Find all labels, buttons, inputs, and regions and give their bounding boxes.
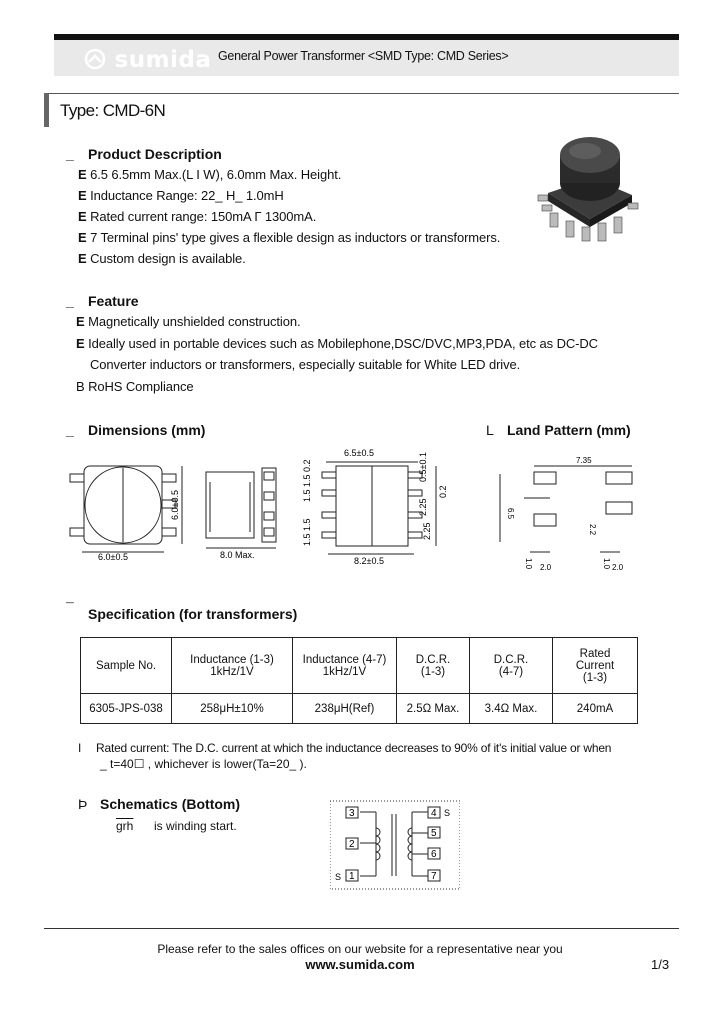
pin-label: 7	[431, 871, 437, 882]
list-item	[78, 188, 500, 209]
table-cell: 6305-JPS-038	[81, 694, 172, 724]
table-header-row	[81, 638, 638, 694]
winding-start-glyph: $\overline{grh}$	[116, 819, 134, 833]
pin-label: 1	[349, 871, 355, 882]
dim-label: 0.5±0.1	[418, 452, 428, 482]
feature-heading: Feature	[88, 293, 139, 309]
list-item	[78, 167, 500, 188]
list-item-text: Custom design is available.	[90, 251, 246, 266]
list-item	[78, 251, 500, 272]
table-header-cell: Inductance (4-7) 1kHz/1V	[293, 638, 397, 694]
schematic-diagram	[330, 800, 460, 890]
bullet: E	[76, 314, 85, 329]
list-item-text: 7 Terminal pins' type gives a flexible design as inductors or transformers.	[90, 230, 501, 245]
table-header-cell: Sample No.	[81, 638, 172, 694]
dim-label: 1.0	[602, 558, 611, 570]
table-header-cell: Rated Current (1-3)	[553, 638, 638, 694]
table-cell: 3.4Ω Max.	[470, 694, 553, 724]
table-cell: 258μH±10%	[172, 694, 293, 724]
sumida-logo-icon	[84, 48, 106, 70]
type-label: Type: CMD-6N	[60, 101, 166, 120]
list-item-text: Inductance Range: 22_ H_ 1.0mH	[90, 188, 284, 203]
table-cell: 238μH(Ref)	[293, 694, 397, 724]
feature-heading-bullet: _	[66, 293, 74, 309]
list-item-text: RoHS Compliance	[88, 378, 194, 394]
dim-label: 1.5 1.5 0.2	[302, 459, 312, 502]
footer-refer: Please refer to the sales offices on our website for a representative near you	[157, 942, 563, 956]
dimension-drawing-side	[196, 462, 296, 562]
pin-label: 5	[431, 828, 437, 839]
rated-current-note: Rated current: The D.C. current at which the inductance decreases to 90% of it's initial value or when	[96, 741, 612, 755]
rated-current-note-2: _ t=40☐ , whichever is lower(Ta=20_ ).	[100, 757, 307, 771]
schematics-heading-bullet: Þ	[78, 796, 88, 812]
dim-label: 8.0 Max.	[220, 550, 255, 560]
s-mark: S	[335, 872, 342, 882]
bullet: E	[78, 188, 87, 203]
bullet: E	[78, 230, 87, 245]
bullet: E	[78, 251, 87, 266]
dim-label: 6.0±0.5	[98, 552, 128, 562]
dim-label: 1.0	[524, 558, 533, 570]
spec-heading: Specification (for transformers)	[88, 606, 298, 622]
dim-label: 0.2	[438, 485, 448, 498]
logo-text: sumida	[114, 47, 212, 73]
list-item-text: Rated current range: 150mA Γ 1300mA.	[90, 209, 317, 224]
footer-divider	[44, 928, 679, 929]
land-pattern-drawing	[490, 452, 640, 574]
land-heading-bullet: L	[486, 422, 494, 438]
dim-label: 6.5±0.5	[344, 448, 374, 458]
bullet: E	[78, 167, 87, 182]
product-heading-bullet: _	[66, 146, 74, 162]
bullet: B	[76, 378, 85, 394]
table-header-cell: D.C.R. (4-7)	[470, 638, 553, 694]
dim-label: 2.25	[418, 498, 428, 516]
list-item	[76, 336, 598, 358]
dim-label: 6.5	[506, 508, 515, 520]
table-row	[81, 694, 638, 724]
feature-list	[76, 314, 598, 400]
dim-label: 1.5 1.5	[302, 518, 312, 546]
s-mark: S	[444, 808, 451, 818]
sumida-logo	[84, 47, 211, 73]
spec-heading-bullet: ¯	[66, 600, 74, 616]
schematics-heading: Schematics (Bottom)	[100, 796, 241, 812]
bullet: E	[76, 335, 85, 351]
dim-label: 8.2±0.5	[354, 556, 384, 566]
dimension-drawing-front	[296, 440, 466, 570]
type-bar	[44, 93, 49, 127]
product-heading: Product Description	[88, 146, 222, 162]
dimensions-heading-bullet: _	[66, 422, 74, 438]
product-photo	[530, 133, 650, 253]
table-header-cell: D.C.R. (1-3)	[397, 638, 470, 694]
dim-label: 7.35	[576, 456, 592, 465]
product-list	[78, 167, 500, 272]
pin-label: 6	[431, 849, 437, 860]
table-header-cell: Inductance (1-3) 1kHz/1V	[172, 638, 293, 694]
list-item	[78, 209, 500, 230]
pin-label: 2	[349, 839, 355, 850]
bullet: E	[78, 209, 87, 224]
list-item-text: Magnetically unshielded construction.	[88, 314, 301, 329]
list-item	[76, 314, 598, 336]
pin-label: 4	[431, 808, 437, 819]
winding-start-note: is winding start.	[154, 819, 237, 833]
table-cell: 2.5Ω Max.	[397, 694, 470, 724]
footer-url[interactable]: www.sumida.com	[305, 957, 415, 972]
pin-label: 3	[349, 808, 355, 819]
list-item	[76, 357, 598, 379]
list-item	[76, 379, 598, 401]
land-pattern-heading: Land Pattern (mm)	[507, 422, 631, 438]
list-item	[78, 230, 500, 251]
list-item-text: Ideally used in portable devices such as Mobilephone,DSC/DVC,MP3,PDA, etc as DC-DC	[88, 335, 598, 351]
list-item-text: Converter inductors or transformers, especially suitable for White LED drive.	[90, 357, 521, 372]
doc-title: General Power Transformer <SMD Type: CMD Series>	[218, 49, 509, 63]
note-mark: I	[78, 741, 82, 755]
dimensions-heading: Dimensions (mm)	[88, 422, 206, 438]
dimension-drawing-top	[62, 452, 192, 572]
dim-label: 6.0±0.5	[170, 490, 180, 520]
table-cell: 240mA	[553, 694, 638, 724]
page-number: 1/3	[651, 957, 670, 972]
dim-label: 2.0	[612, 563, 624, 572]
dim-label: 2.0	[540, 563, 552, 572]
spec-table	[80, 637, 638, 724]
dim-label: 2.25	[422, 522, 432, 540]
list-item-text: 6.5 6.5mm Max.(L I W), 6.0mm Max. Height.	[90, 167, 342, 182]
dim-label: 2.2	[588, 524, 597, 536]
